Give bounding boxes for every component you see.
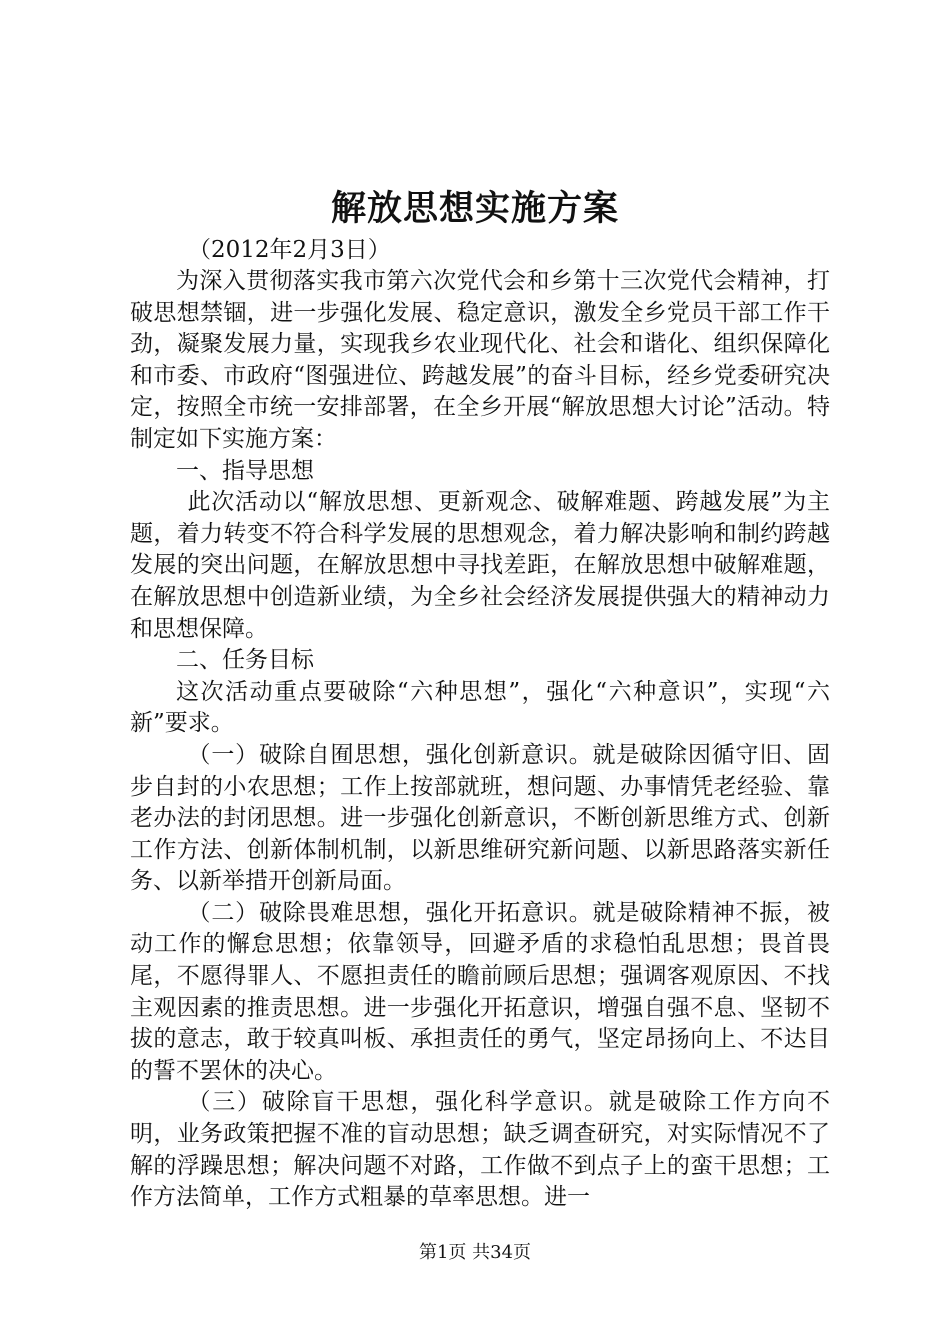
paragraph-item-2: （二）破除畏难思想，强化开拓意识。就是破除精神不振，被动工作的懈怠思想；依靠领导，回避矛盾的求稳怕乱思想；畏首畏尾，不愿得罪人、不愿担责任的瞻前顾后思想；强调客观原因、不找主观因素的推责思想。进一步强化开拓意识，增强自强不息、坚韧不拔的意志，敢于较真叫板、承担责任的勇气，坚定昂扬向上、不达目的誓不罢休的决心。 [130,899,830,1084]
paragraph-task-goals: 这次活动重点要破除“六种思想”，强化“六种意识”，实现“六新”要求。 [130,678,830,737]
document-body [130,266,830,1214]
paragraph-guiding-ideology: 此次活动以“解放思想、更新观念、破解难题、跨越发展”为主题，着力转变不符合科学发展的思想观念，着力解决影响和制约跨越发展的突出问题，在解放思想中寻找差距，在解放思想中破解难题，在解放思想中创造新业绩，为全乡社会经济发展提供强大的精神动力和思想保障。 [130,489,830,642]
document-title: 解放思想实施方案 [330,188,619,229]
section-heading-task-goals: 二、任务目标 [176,647,314,674]
section-heading-guiding-ideology: 一、指导思想 [176,457,314,484]
page-footer: 第1页 共34页 [418,1242,532,1263]
document-date: （2012年2月3日） [188,237,391,263]
paragraph-item-1: （一）破除自囿思想，强化创新意识。就是破除因循守旧、固步自封的小农思想；工作上按部就班，想问题、办事情凭老经验、靠老办法的封闭思想。进一步强化创新意识，不断创新思维方式、创新工作方法、创新体制机制，以新思维研究新问题、以新思路落实新任务、以新举措开创新局面。 [130,741,830,895]
paragraph-intro: 为深入贯彻落实我市第六次党代会和乡第十三次党代会精神，打破思想禁锢，进一步强化发展、稳定意识，激发全乡党员干部工作干劲，凝聚发展力量，实现我乡农业现代化、社会和谐化、组织保障化和市委、市政府“图强进位、跨越发展”的奋斗目标，经乡党委研究决定，按照全市统一安排部署，在全乡开展“解放思想大讨论”活动。特制定如下实施方案： [130,268,830,452]
paragraph-item-3: （三）破除盲干思想，强化科学意识。就是破除工作方向不明，业务政策把握不准的盲动思想；缺乏调查研究，对实际情况不了解的浮躁思想；解决问题不对路，工作做不到点子上的蛮干思想；工作方法简单，工作方式粗暴的草率思想。进一 [130,1089,830,1211]
